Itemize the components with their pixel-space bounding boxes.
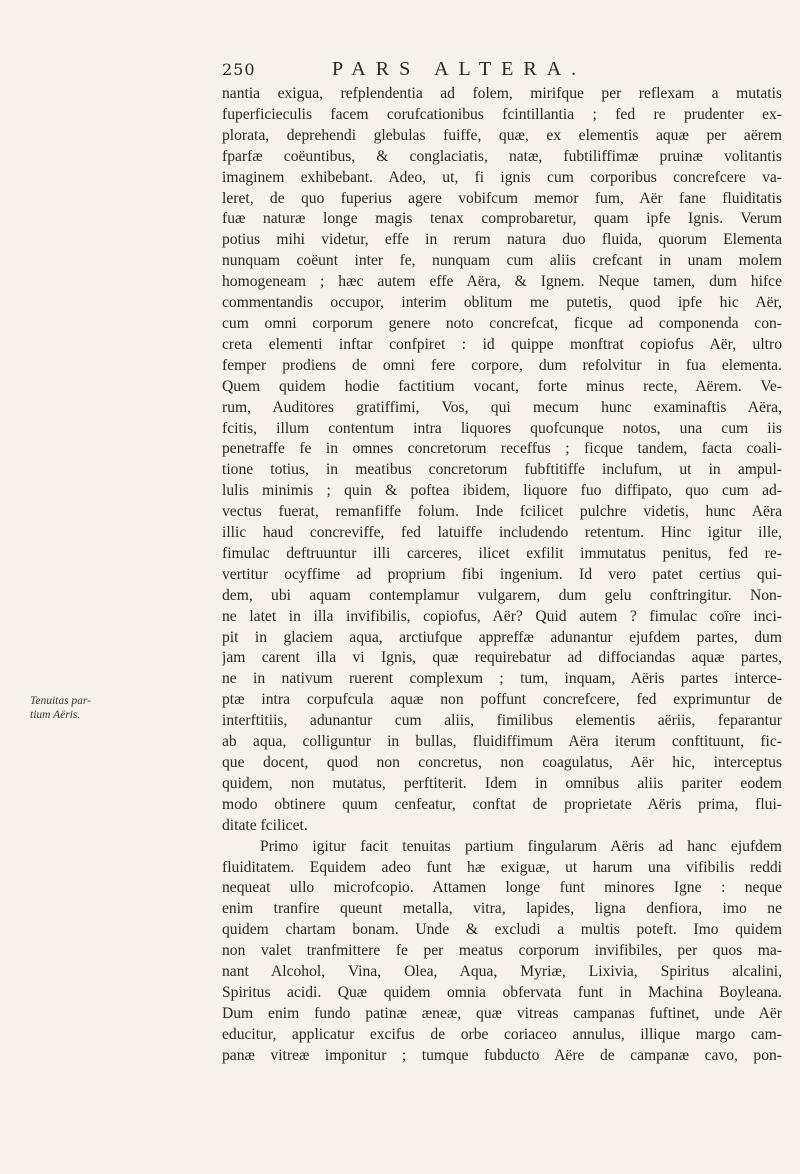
- marginal-note-line: Tenuitas par-: [30, 695, 92, 707]
- text-line: educitur, applicatur excifus de orbe coriaceo annulus, illique margo cam-: [222, 1025, 782, 1043]
- text-line: lulis minimis ; quin & poftea ibidem, liquore fuo diffipato, quo cum ad-: [222, 482, 782, 500]
- text-line: tione totius, in meatibus concretorum fubftitiffe inclufum, ut in ampul-: [222, 461, 782, 479]
- text-line: fparfæ coëuntibus, & conglaciatis, natæ, fubtiliffimæ pruinæ volitantis: [222, 147, 782, 165]
- text-line: nunquam coëunt inter fe, nunquam cum aliis crefcant in unam molem: [222, 252, 782, 270]
- text-line: Primo igitur facit tenuitas partium fingularum Aëris ad hanc ejufdem: [260, 837, 782, 855]
- text-line: imaginem exhibebant. Adeo, ut, fi ignis cum corporibus concrefcere va-: [222, 168, 782, 186]
- text-line: quidem chartam bonam. Unde & excludi a multis poteft. Imo quidem: [222, 921, 782, 939]
- text-line: ditate fcilicet.: [222, 816, 308, 834]
- text-line: commentandis occupor, interim oblitum me putetis, quod ipfe hic Aër,: [222, 294, 782, 312]
- text-line: fuæ naturæ longe magis tenax comprobaretur, quam ipfe Ignis. Verum: [222, 210, 782, 228]
- marginal-note-line: tium Aëris.: [30, 709, 81, 721]
- text-line: fcitis, illum contentum intra liquores quofcunque notos, una cum iis: [222, 419, 782, 437]
- text-line: interftitiis, adunantur cum aliis, fimilibus elementis aëriis, feparantur: [222, 712, 782, 730]
- running-title: PARS ALTERA.: [332, 58, 587, 80]
- text-line: nequeat ullo microfcopio. Attamen longe funt minores Igne : neque: [222, 879, 782, 897]
- text-line: Spiritus acidi. Quæ quidem omnia obfervata funt in Machina Boyleana.: [222, 983, 782, 1001]
- page-number: 250: [222, 60, 256, 79]
- text-line: enim tranfire queunt metalla, vitra, lapides, ligna denfiora, imo ne: [222, 900, 782, 918]
- text-line: pit in glaciem aqua, arctiufque appreffæ adunantur ejufdem partes, dum: [222, 628, 782, 646]
- text-line: potius mihi videtur, effe in rerum natura duo fluida, quorum Elementa: [222, 231, 782, 249]
- text-line: modo obtinere quum cenfeatur, conftat de proprietate Aëris prima, flui-: [222, 795, 782, 813]
- text-line: creta elementi inftar confpiret : id quippe monftrat copiofus Aër, ultro: [222, 335, 782, 353]
- text-line: ne latet in illa invifibilis, copiofus, Aër? Quid autem ? fimulac coïre inci-: [222, 607, 782, 625]
- text-line: quidem, non mutatus, perftiterit. Idem in omnibus aliis pariter eodem: [222, 774, 782, 792]
- text-line: fluiditatem. Equidem adeo funt hæ exiguæ, ut harum una vifibilis reddi: [222, 858, 782, 876]
- text-line: cum omni corporum genere noto concrefcat, ficque ad componenda con-: [222, 314, 782, 332]
- text-line: illic haud concreviffe, fed latuiffe includendo retentum. Hinc igitur ille,: [222, 524, 782, 542]
- text-line: Dum enim fundo patinæ æneæ, quæ vitreas campanas fuftinet, unde Aër: [222, 1004, 782, 1022]
- running-head: [222, 58, 782, 84]
- body-text: [222, 84, 782, 1067]
- text-line: homogeneam ; hæc autem effe Aëra, & Ignem. Neque tamen, dum hifce: [222, 273, 782, 291]
- text-line: femper prodiens de omni fere corpore, dum refolvitur in fua elementa.: [222, 356, 782, 374]
- text-line: dem, ubi aquam contemplamur vulgarem, dum gelu conftringitur. Non-: [222, 586, 782, 604]
- text-line: ne in nativum ruerent complexum ; tum, inquam, Aëris partes interce-: [222, 670, 782, 688]
- text-line: fuperficieculis facem corufcationibus fcintillantia ; fed re prudenter ex-: [222, 105, 782, 123]
- text-line: vertitur ocyffime ad proprium fibi ingenium. Id vero patet certius qui-: [222, 565, 782, 583]
- text-line: ab aqua, colliguntur in bullas, fluidiffimum Aëra iterum conftituunt, fic-: [222, 733, 782, 751]
- text-line: plorata, deprehendi glebulas fuiffe, quæ, ex elementis aquæ per aërem: [222, 126, 782, 144]
- text-line: fimulac deftruuntur illi carceres, ilicet exfilit immutatus penitus, fed re-: [222, 544, 782, 562]
- text-line: penetraffe fe in omnes concretorum receffus ; ficque tandem, facta coali-: [222, 440, 782, 458]
- text-line: vectus fuerat, remanfiffe folum. Inde fcilicet pulchre videtis, hunc Aëra: [222, 503, 782, 521]
- text-line: leret, de quo fuperius agere vobifcum memor fum, Aër fane fluiditatis: [222, 189, 782, 207]
- text-line: panæ vitreæ imponitur ; tumque fubducto Aëre de campanæ cavo, pon-: [222, 1046, 782, 1064]
- text-line: que docent, quod non concretus, non coagulatus, Aër hic, interceptus: [222, 754, 782, 771]
- text-line: ptæ intra corpufcula aquæ non poffunt concrefcere, fed exprimuntur de: [222, 691, 782, 709]
- text-line: non valet tranfmittere fe per meatus corporum invifibiles, per quos ma-: [222, 942, 782, 960]
- text-line: rum, Auditores gratiffimi, Vos, qui mecum hunc examinaftis Aëra,: [222, 398, 782, 416]
- text-line: nant Alcohol, Vina, Olea, Aqua, Myriæ, Lixivia, Spiritus alcalini,: [222, 963, 782, 981]
- text-line: jam carent illa vi Ignis, quæ requirebatur ad diffociandas aquæ partes,: [222, 649, 782, 667]
- marginal-note: [30, 694, 100, 722]
- text-line: nantia exigua, refplendentia ad folem, mirifque per reflexam a mutatis: [222, 85, 782, 102]
- text-line: Quem quidem hodie factitium vocant, forte minus recte, Aërem. Ve-: [222, 377, 782, 395]
